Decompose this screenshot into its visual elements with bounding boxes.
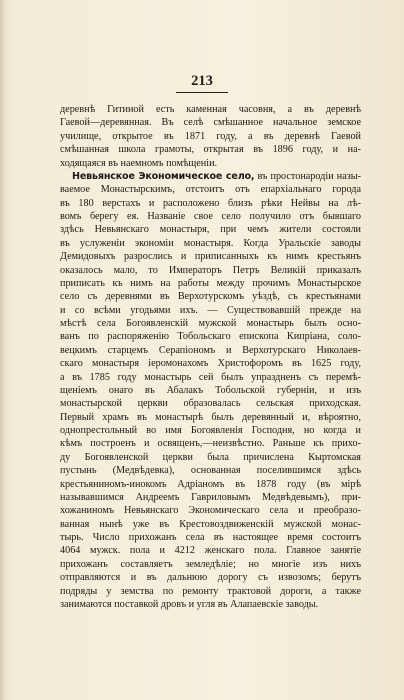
text-line: хожаниномъ Невьянскаго Экономическаго села и преобразо-	[60, 505, 361, 517]
text-line: оказалось мало, то Императоръ Петръ Великій приказалъ	[60, 264, 361, 276]
heading-line-rest: въ простонародіи назы-	[257, 170, 362, 182]
text-line: тырь. Число прихожанъ села въ настоящее время состоитъ	[60, 532, 361, 543]
text-line: вомъ берегу ея. Названіе свое село получило отъ бывшаго	[60, 211, 361, 222]
text-line: отправляются и въ дальнюю дорогу съ извозомъ; берутъ	[60, 572, 361, 584]
text-line: пустынь (Медвѣдевка), основанная поселившимся здѣсь	[60, 465, 361, 477]
text-line: ду Богоявленской церкви была причислена Кыртомская	[60, 451, 361, 463]
text-line: приписать къ нимъ на работы между прочимъ Монастырское	[60, 277, 361, 289]
paragraph-2	[60, 170, 361, 611]
text-line: здѣсь Невьянскаго монастыря, при чемъ жители состояли	[60, 224, 361, 236]
text-line: Первый храмъ въ монастырѣ былъ деревянный и, вѣроятно,	[60, 411, 361, 423]
text-line: монастырской церкви образовалась сельская приходская.	[60, 398, 361, 410]
text-line: мѣстѣ села Богоявленскій мужской монастырь былъ осно-	[60, 318, 361, 329]
text-line: однопрестольный во имя Богоявленія Господня, но когда и	[60, 425, 361, 436]
text-line: подряды у земства по ремонту трактовой дороги, а также	[60, 585, 361, 597]
text-line: Демидовыхъ разрослись и приписанныхъ къ нимъ крестьянъ	[60, 251, 361, 263]
paragraph-heading: Невьянское Экономическое село,	[72, 170, 255, 182]
paragraph-1	[60, 103, 361, 170]
text-line: деревнѣ Гитиной есть каменная часовня, а въ деревнѣ	[60, 104, 361, 115]
text-line: 4064 мужск. пола и 4212 женскаго пола. Главное занятіе	[60, 545, 361, 557]
text-line: и со всѣми угодьями ихъ. — Существовавшій прежде на	[60, 304, 361, 316]
text-line: ваемое Монастырскимъ, отстоитъ отъ епархіальнаго города	[60, 184, 361, 196]
text-line: а въ 1785 году монастырь сей былъ упраздненъ съ перемѣ-	[60, 371, 361, 383]
text-line: кѣмъ построенъ и освященъ,—неизвѣстно. Раньше къ прихо-	[60, 438, 361, 450]
text-line: ванъ по распоряженію Тобольскаго епископа Кипріана, соло-	[60, 331, 361, 343]
text-line: училище, открытое въ 1871 году, а въ деревнѣ Гаевой	[60, 130, 361, 142]
page-number-underline	[176, 92, 228, 93]
text-line: щеніемъ онаго въ Абалакъ Тобольской губерніи, и изъ	[60, 384, 361, 396]
text-line: называвшимся Андреемъ Гавриловымъ Медвѣдевымъ), при-	[60, 491, 361, 503]
text-line: крестьяниномъ-инокомъ Адріаномъ въ 1878 году (въ мірѣ	[60, 478, 361, 490]
text-line: смѣшанная школа грамоты, открытая въ 1896 году, и на-	[60, 144, 361, 156]
text-line: занимаются поставкой дровъ и угля въ Алапаевскіе заводы.	[60, 598, 319, 610]
text-line: въ 180 верстахъ и расположено близъ рѣки Нейвы на лѣ-	[60, 197, 361, 209]
text-line: прихожанъ составляетъ земледѣліе; но многіе изъ нихъ	[60, 558, 361, 570]
text-line: село съ деревнями въ Верхотурскомъ уѣздѣ, съ крестьянами	[60, 291, 361, 303]
text-line: скаго монастыря іеромонахомъ Христофоромъ въ 1625 году,	[60, 358, 361, 370]
text-line: въ услуженіи экономіи монастыря. Когда Уральскіе заводы	[60, 237, 361, 249]
page-number: 213	[191, 73, 213, 89]
text-line	[60, 170, 361, 183]
text-line: ванная нынѣ уже въ Крестовоздвиженскій мужской монас-	[60, 518, 361, 530]
text-line: Гаевой—деревянная. Въ селѣ смѣшанное начальное земское	[60, 117, 361, 129]
text-line: ходящаяся въ наемномъ помѣщеніи.	[60, 157, 218, 169]
body-text	[60, 103, 361, 611]
text-line: вецкимъ старцемъ Серапіономъ и Верхотурскаго Николаев-	[60, 344, 361, 356]
